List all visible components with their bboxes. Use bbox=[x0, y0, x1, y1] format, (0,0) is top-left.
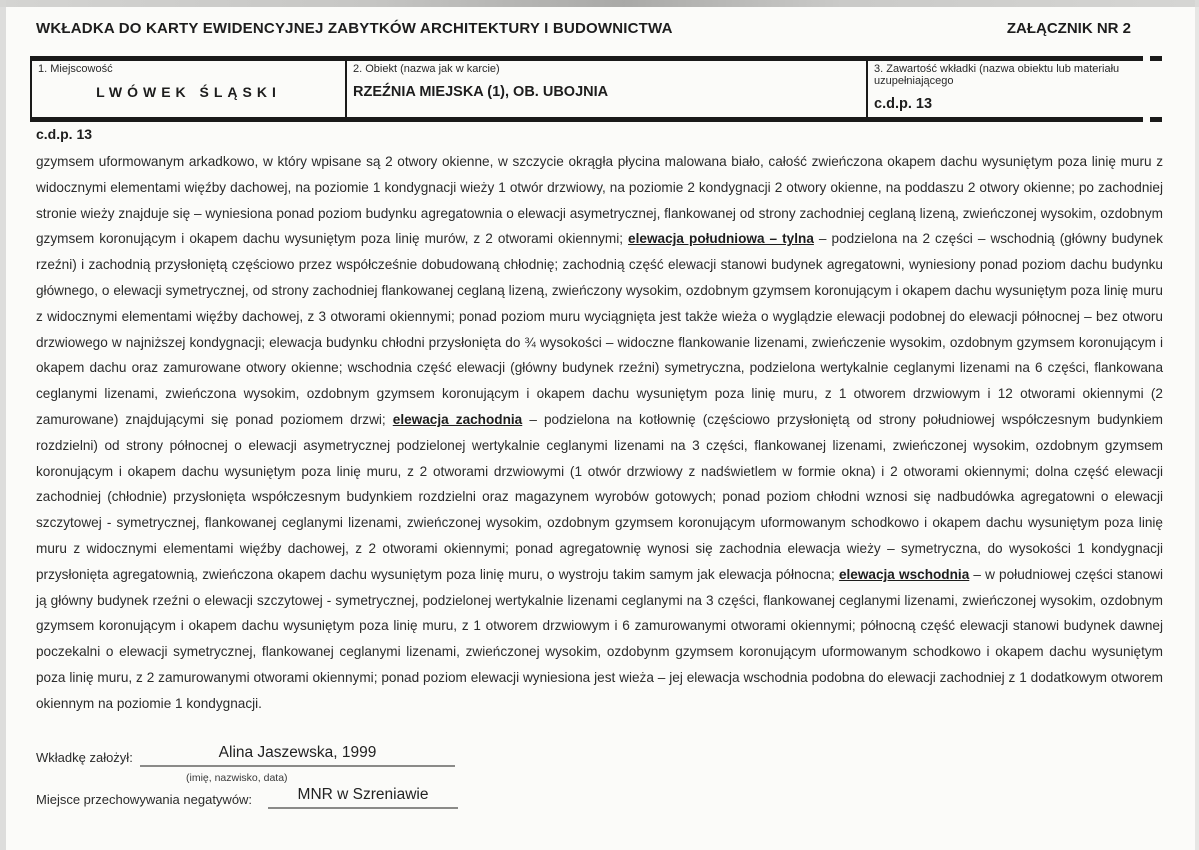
form-header-row bbox=[30, 61, 1143, 117]
divider-thick-bottom bbox=[30, 117, 1143, 122]
body-text-segment: – w południowej części stanowi ją główny budynek rzeźni o elewacji szczytowej - symetrycznej, podzielonej wertykalnie lizenami ceglanymi na 3 części, flankowanej ceglanymi lizenami, zwieńczonej wysokim, ozdobnym gzymsem koronującym i okapem dachu wysuniętym poza linię muru, z 1 otworem drzwiowym i 6 zamurowanymi otworami okiennymi; północną część elewacji stanowi budynek dawnej poczekalni o elewacji symetrycznej, flankowanej ceglanymi lizenami, zwieńczonej wysokim, ozdobynm gzymsem koronującym uformowanym schodkowo i okapem dachu wysuniętym poza linię muru, z 2 zamurowanymi otworami okiennymi; ponad poziom elewacji wyniesiona jest wieża – jej elewacja wschodnia podobna do elewacji zachodniej z 1 dodatkowym otworem okiennym na poziomie 1 kondygnacji. bbox=[36, 566, 1163, 711]
field-locality bbox=[30, 61, 345, 117]
body-paragraph bbox=[36, 149, 1163, 717]
founder-signature-value: Alina Jaszewska, 1999 bbox=[140, 744, 455, 767]
field-object bbox=[345, 61, 866, 117]
negatives-location-value: MNR w Szreniawie bbox=[268, 786, 458, 809]
founder-label: Wkładkę założył: bbox=[36, 750, 133, 765]
field-locality-value: LWÓWEK ŚLĄSKI bbox=[96, 84, 281, 100]
negatives-location-label: Miejsce przechowywania negatywów: bbox=[36, 792, 253, 807]
scan-edge-shadow-left bbox=[0, 0, 6, 850]
body-text-segment: – podzielona na 2 części – wschodnią (główny budynek rzeźni) i zachodnią przysłoniętą częściowo przez współcześnie dobudowaną chłodnię; zachodnią część elewacji stanowi budynek agregatowni, wyniesiony ponad poziom dachu budynku głównego, o elewacji symetrycznej, od strony zachodniej flankowanej ceglaną lizeną, zwieńczony wysokim, ozdobnym gzymsem koronującym i okapem dachu wysuniętym poza linię muru z widocznymi elementami więźby dachowej, z 3 otworami okiennymi; ponad poziom muru wyciągnięta jest także wieża o wyglądzie elewacji podobnej do elewacji północnej – bez otworu drzwiowego w najniższej kondygnacji; elewacja budynku chłodni przysłonięta do ¾ wysokości – widoczne flankowanie lizenami, zwieńczenie wysokim, ozdobnym gzymsem koronującym i okapem dachu oraz zamurowane otwory okienne; wschodnia część elewacji (główny budynek rzeźni) symetryczna, podzielona wertykalnie ceglanymi lizenami na 6 części, flankowana ceglanymi lizenami, zwieńczona wysokim, ozdobnym gzymsem koronującym i okapem dachu wysuniętym poza linię muru, z 1 otworem drzwiowym i 12 otworami okiennymi (2 zamurowane) znajdującymi się ponad poziomem drzwi; bbox=[36, 231, 1163, 427]
body-text-segment: gzymsem uformowanym arkadkowo, w który wpisane są 2 otwory okienne, w szczycie okrągła płycina malowana biało, całość zwieńczona okapem dachu wysuniętym poza linię muru z widocznymi elementami więźby dachowej, na poziomie 1 kondygnacji wieży 1 otwór drzwiowy, na poziomie 2 kondygnacji 2 otwory okienne, na poddaszu 2 otwory okienne; po zachodniej stronie wieży znajduje się – wyniesiona ponad poziom budynku agregatownia o elewacji asymetrycznej, flankowanej od strony zachodniej ceglaną lizeną, zwieńczonej wysokim, ozdobnym gzymsem koronującym i okapem dachu wysuniętym poza linię murów, z 2 otworami okiennymi; bbox=[36, 154, 1163, 247]
body-text-segment: – podzielona na kotłownię (częściowo przysłoniętą od strony południowej współczesnym budynkiem rozdzielni) od strony północnej o elewacji asymetrycznej podzielonej wertykalnie ceglanymi lizenami na 3 części, flankowanej lizenami, zwieńczonej wysokim, ozdobnym gzymsem koronującym i okapem dachu wysuniętym poza linię muru, z 2 otworami drzwiowymi (1 otwór drzwiowy z nadświetlem w formie okna) i 2 otworami okiennymi; dolna część elewacji zachodniej (chłodnie) przysłonięta współczesnym budynkiem rozdzielni oraz magazynem wyrobów gotowych; ponad poziom chłodni wznosi się nadbudówka agregatowni o elewacji szczytowej - symetrycznej, flankowanej ceglanymi lizenami, zwieńczonej wysokim, ozdobnym gzymsem koronującym uformowanym schodkowo i okapem dachu wysuniętym poza linię muru z widocznymi elementami więźby dachowej, z 2 otworami okiennymi; ponad agregatownię wynosi się zachodnia elewacja wieży – symetryczna, do wysokości 1 kondygnacji przysłonięta agregatownią, zwieńczona okapem dachu wysuniętym poza linię muru, o wystroju takim samym jak elewacja północna; bbox=[36, 411, 1163, 582]
scan-edge-shadow-top bbox=[0, 0, 1199, 7]
elevation-heading: elewacja wschodnia bbox=[838, 566, 970, 582]
field-locality-label: 1. Miejscowość bbox=[38, 63, 113, 75]
scan-edge-shadow-right bbox=[1195, 0, 1199, 850]
founder-caption: (imię, nazwisko, data) bbox=[186, 772, 288, 784]
elevation-heading: elewacja zachodnia bbox=[392, 411, 523, 427]
field-insert-contents bbox=[866, 61, 1143, 117]
header bbox=[36, 20, 1131, 37]
attachment-number-label: ZAŁĄCZNIK NR 2 bbox=[1006, 20, 1131, 37]
divider-thick-top-end-dash bbox=[1150, 56, 1162, 61]
field-insert-contents-label: 3. Zawartość wkładki (nazwa obiektu lub materiału uzupełniającego bbox=[874, 63, 1120, 87]
continuation-label: c.d.p. 13 bbox=[36, 126, 93, 142]
field-object-label: 2. Obiekt (nazwa jak w karcie) bbox=[353, 63, 500, 75]
document-title: WKŁADKA DO KARTY EWIDENCYJNEJ ZABYTKÓW ARCHITEKTURY I BUDOWNICTWA bbox=[36, 20, 673, 37]
field-insert-contents-value: c.d.p. 13 bbox=[874, 96, 933, 112]
field-object-value: RZEŹNIA MIEJSKA (1), OB. UBOJNIA bbox=[353, 84, 609, 100]
divider-thick-bottom-end-dash bbox=[1150, 117, 1162, 122]
elevation-heading: elewacja południowa – tylna bbox=[628, 231, 814, 247]
